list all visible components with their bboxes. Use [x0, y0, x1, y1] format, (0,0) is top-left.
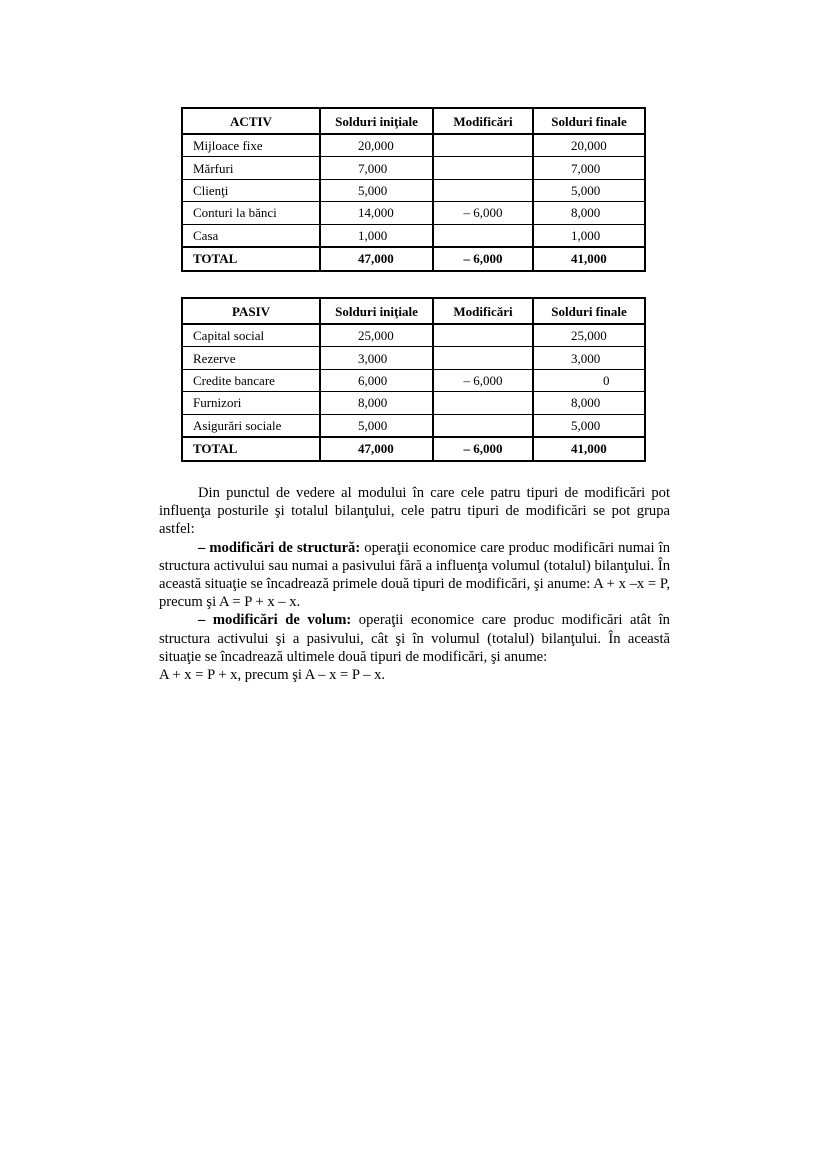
total-row	[182, 247, 645, 271]
initial-balance: 20,000	[320, 134, 433, 157]
modification: – 6,000	[433, 202, 533, 224]
modification	[433, 157, 533, 179]
account-name: Credite bancare	[182, 369, 320, 391]
intro-paragraph: Din punctul de vedere al modului în care cele patru tipuri de modificări pot influenţa posturile şi totalul bilanţului, cele patru tipuri de modificări se pot grupa astfel:	[159, 485, 670, 538]
table-row	[182, 179, 645, 201]
total-final: 41,000	[533, 437, 645, 461]
account-name: Furnizori	[182, 392, 320, 414]
header-cell: Solduri iniţiale	[320, 298, 433, 324]
table-row	[182, 414, 645, 437]
modification: – 6,000	[433, 369, 533, 391]
volume-formula: A + x = P + x, precum şi A – x = P – x.	[159, 667, 386, 684]
initial-balance: 5,000	[320, 414, 433, 437]
account-name: Rezerve	[182, 347, 320, 369]
total-initial: 47,000	[320, 437, 433, 461]
final-balance: 20,000	[533, 134, 645, 157]
header-cell: Solduri finale	[533, 298, 645, 324]
volume-text: operaţii economice care produc modificări atât în structura activului şi a pasivului, cât şi în volumul (totalul) bilanţului. În această situaţie se încadrează ultimele două tipuri de modificări, şi anume:	[159, 612, 670, 665]
table-row	[182, 134, 645, 157]
account-name: Asigurări sociale	[182, 414, 320, 437]
total-initial: 47,000	[320, 247, 433, 271]
final-balance: 1,000	[533, 224, 645, 247]
initial-balance: 6,000	[320, 369, 433, 391]
account-name: Mijloace fixe	[182, 134, 320, 157]
modification	[433, 324, 533, 347]
table-row	[182, 157, 645, 179]
header-cell: Modificări	[433, 298, 533, 324]
total-label: TOTAL	[182, 247, 320, 271]
modification	[433, 134, 533, 157]
final-balance: 5,000	[533, 179, 645, 201]
final-balance: 8,000	[533, 202, 645, 224]
structure-text: operaţii economice care produc modificări numai în structura activului sau numai a pasivului fără a influenţa volumul (totalul) bilanţului. În această situaţie se încadrează primele două tipuri de modificări, şi anume: A + x –x = P, precum şi A = P + x – x.	[159, 539, 671, 611]
final-balance: 5,000	[533, 414, 645, 437]
activ-table	[181, 107, 646, 272]
table-row	[182, 202, 645, 224]
final-balance: 7,000	[533, 157, 645, 179]
account-name: Clienţi	[182, 179, 320, 201]
structure-label: – modificări de structură:	[198, 539, 361, 556]
initial-balance: 5,000	[320, 179, 433, 201]
total-modification: – 6,000	[433, 247, 533, 271]
table-row	[182, 324, 645, 347]
header-cell: Solduri finale	[533, 108, 645, 134]
volume-paragraph	[159, 611, 670, 666]
header-cell: ACTIV	[182, 108, 320, 134]
account-name: Mărfuri	[182, 157, 320, 179]
initial-balance: 25,000	[320, 324, 433, 347]
account-name: Casa	[182, 224, 320, 247]
body-text	[159, 484, 670, 684]
modification	[433, 414, 533, 437]
total-modification: – 6,000	[433, 437, 533, 461]
modification	[433, 179, 533, 201]
final-balance: 25,000	[533, 324, 645, 347]
table-header-row	[182, 108, 645, 134]
final-balance: 8,000	[533, 392, 645, 414]
table-row	[182, 347, 645, 369]
modification	[433, 224, 533, 247]
modification	[433, 392, 533, 414]
header-cell: Solduri iniţiale	[320, 108, 433, 134]
initial-balance: 8,000	[320, 392, 433, 414]
table-row	[182, 224, 645, 247]
account-name: Conturi la bănci	[182, 202, 320, 224]
structure-paragraph	[159, 539, 670, 612]
initial-balance: 14,000	[320, 202, 433, 224]
pasiv-table	[181, 297, 646, 462]
modification	[433, 347, 533, 369]
initial-balance: 1,000	[320, 224, 433, 247]
account-name: Capital social	[182, 324, 320, 347]
initial-balance: 7,000	[320, 157, 433, 179]
table-header-row	[182, 298, 645, 324]
table-row	[182, 392, 645, 414]
table-row	[182, 369, 645, 391]
total-label: TOTAL	[182, 437, 320, 461]
header-cell: Modificări	[433, 108, 533, 134]
total-final: 41,000	[533, 247, 645, 271]
volume-label: – modificări de volum:	[198, 612, 352, 629]
initial-balance: 3,000	[320, 347, 433, 369]
total-row	[182, 437, 645, 461]
header-cell: PASIV	[182, 298, 320, 324]
final-balance: 3,000	[533, 347, 645, 369]
final-balance: 0	[533, 369, 645, 391]
